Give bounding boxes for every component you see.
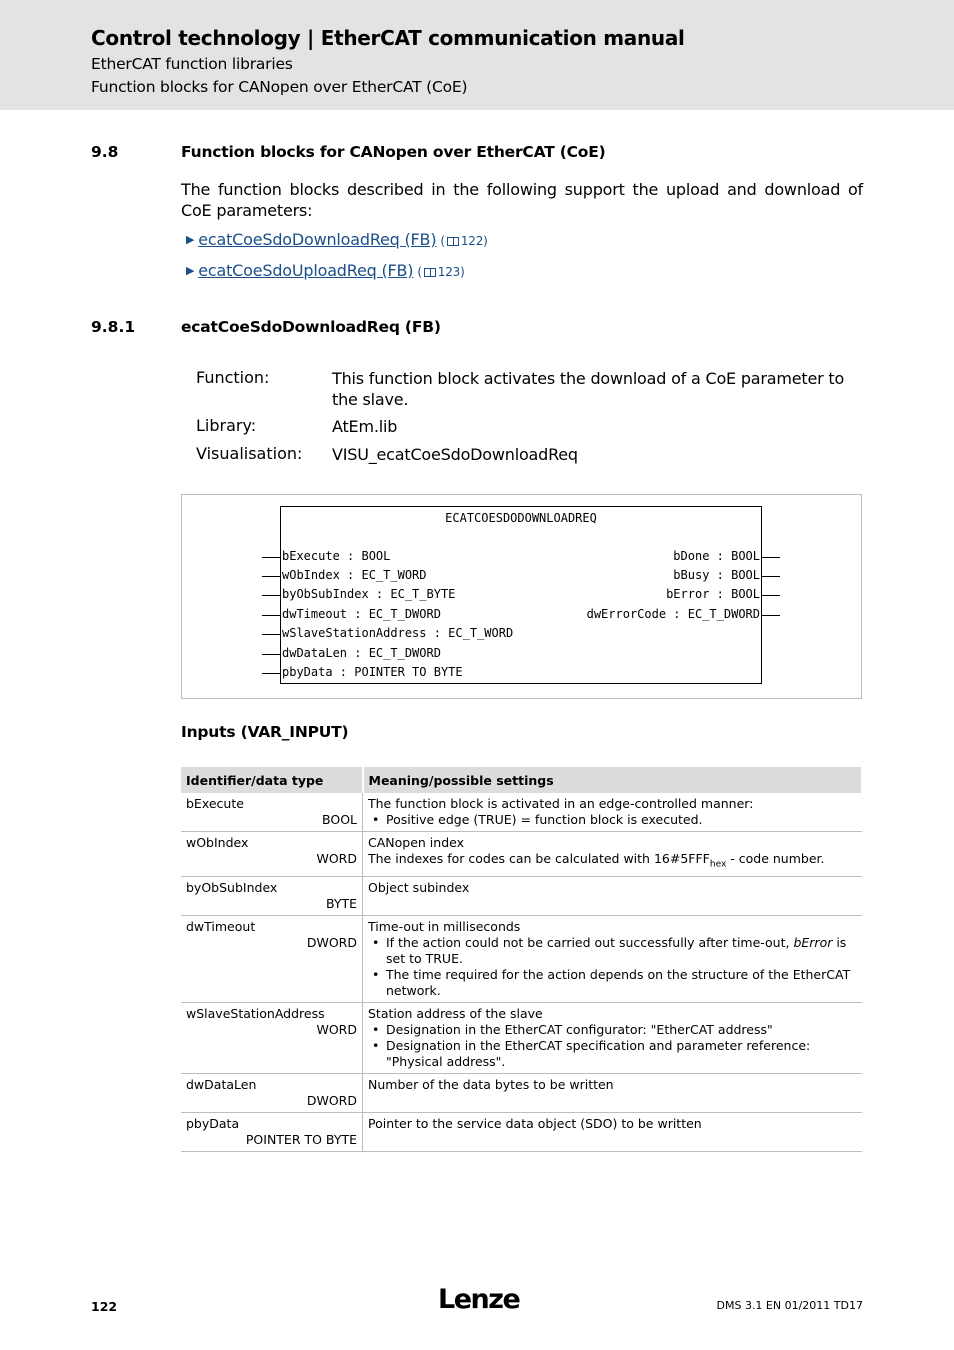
identifier: byObSubIndex — [186, 879, 278, 895]
function-label: Function: — [196, 368, 270, 387]
page-ref: 122 — [460, 234, 484, 248]
meaning: Station address of the slave — [368, 1005, 543, 1021]
data-type: DWORD — [306, 1092, 357, 1108]
intro-paragraph: The function blocks described in the following support the upload and download of CoE parameters: — [181, 180, 863, 220]
fb-input: dwDataLen : EC_T_DWORD — [282, 646, 441, 660]
visualisation-value: VISU_ecatCoeSdoDownloadReq — [332, 445, 578, 464]
data-type: POINTER TO BYTE — [245, 1131, 357, 1147]
function-value: This function block activates the download of a CoE parameter to the slave. — [332, 369, 845, 409]
input-pin — [262, 673, 280, 674]
chapter-title: EtherCAT function libraries — [91, 55, 293, 73]
fb-input: bExecute : BOOL — [282, 549, 391, 563]
identifier: bExecute — [186, 796, 244, 811]
fb-output: bDone : BOOL — [673, 549, 760, 563]
input-pin — [262, 576, 280, 577]
link-text[interactable]: ecatCoeSdoDownloadReq (FB) — [198, 230, 437, 249]
output-pin — [762, 615, 780, 616]
page-number: 122 — [91, 1299, 118, 1314]
identifier: wSlaveStationAddress — [186, 1005, 325, 1021]
meaning: CANopen index — [368, 835, 464, 850]
table-row — [181, 876, 862, 915]
meaning: Pointer to the service data object (SDO) to be written — [368, 1115, 702, 1131]
identifier: dwTimeout — [186, 918, 256, 934]
inputs-table — [181, 767, 863, 1152]
function-block-name: ECATCOESDODOWNLOADREQ — [445, 511, 597, 525]
fb-output: dwErrorCode : EC_T_DWORD — [586, 607, 760, 621]
bullet-item: • Designation in the EtherCAT specification and parameter reference: "Physical address". — [368, 1038, 857, 1070]
inputs-heading: Inputs (VAR_INPUT) — [181, 723, 349, 741]
meaning: Object subindex — [368, 879, 470, 895]
output-pin — [762, 576, 780, 577]
input-pin — [262, 634, 280, 635]
data-type: BYTE — [325, 895, 357, 911]
data-type: BOOL — [322, 812, 357, 827]
table-row — [181, 1073, 862, 1112]
manual-title: Control technology | EtherCAT communication manual — [91, 26, 685, 50]
data-type: WORD — [316, 851, 357, 866]
table-header — [181, 767, 862, 793]
column-header: Identifier/data type — [181, 767, 363, 793]
identifier: wObIndex — [186, 835, 249, 850]
table-row — [181, 832, 862, 877]
document-id: DMS 3.1 EN 01/2011 TD17 — [716, 1299, 863, 1312]
input-pin — [262, 557, 280, 558]
subsection-title: ecatCoeSdoDownloadReq (FB) — [181, 318, 441, 336]
lenze-logo: Lenze — [438, 1284, 520, 1315]
library-label: Library: — [196, 416, 257, 435]
fb-input: wObIndex : EC_T_WORD — [282, 568, 427, 582]
fb-input: dwTimeout : EC_T_DWORD — [282, 607, 441, 621]
page-header — [0, 0, 954, 110]
arrow-right-icon: ▶ — [186, 233, 195, 246]
link-upload-req[interactable]: ▶ ecatCoeSdoUploadReq (FB) ( 123) — [186, 261, 465, 280]
meaning: The function block is activated in an edge-controlled manner: — [368, 796, 754, 811]
table-row — [181, 1112, 862, 1151]
fb-output: bError : BOOL — [666, 587, 760, 601]
output-pin — [762, 557, 780, 558]
fb-input: wSlaveStationAddress : EC_T_WORD — [282, 626, 514, 640]
bullet-item: • The time required for the action depends on the structure of the EtherCAT network. — [368, 967, 857, 999]
table-row — [181, 915, 862, 1002]
arrow-right-icon: ▶ — [186, 264, 195, 277]
table-row — [181, 793, 862, 832]
table-row — [181, 1002, 862, 1073]
input-pin — [262, 654, 280, 655]
book-icon — [447, 237, 459, 246]
meaning: Number of the data bytes to be written — [368, 1076, 614, 1092]
section-number: 9.8 — [91, 143, 119, 161]
fb-output: bBusy : BOOL — [673, 568, 760, 582]
section-title: Function blocks for CANopen over EtherCAT (CoE) — [181, 143, 606, 161]
meaning-detail: The indexes for codes can be calculated with $16\#5FFF_{hex}$ - code number. — [368, 851, 825, 870]
subsection-number: 9.8.1 — [91, 318, 136, 336]
page-ref: 123 — [437, 265, 461, 279]
identifier: pbyData — [186, 1115, 240, 1131]
book-icon — [424, 268, 436, 277]
visualisation-label: Visualisation: — [196, 444, 303, 463]
output-pin — [762, 595, 780, 596]
bullet-item: • Positive edge (TRUE) = function block is executed. — [368, 812, 857, 828]
data-type: WORD — [316, 1021, 357, 1037]
library-value: AtEm.lib — [332, 417, 398, 436]
meaning: Time-out in milliseconds — [368, 918, 521, 934]
fb-input: pbyData : POINTER TO BYTE — [282, 665, 463, 679]
bullet-item: • If the action could not be carried out successfully after time-out, bError is set to TRUE. — [368, 935, 857, 967]
column-header: Meaning/possible settings — [363, 767, 863, 793]
identifier: dwDataLen — [186, 1076, 257, 1092]
link-text[interactable]: ecatCoeSdoUploadReq (FB) — [198, 261, 414, 280]
input-pin — [262, 595, 280, 596]
link-download-req[interactable]: ▶ ecatCoeSdoDownloadReq (FB) ( 122) — [186, 230, 488, 249]
fb-input: byObSubIndex : EC_T_BYTE — [282, 587, 456, 601]
data-type: DWORD — [306, 934, 357, 950]
input-pin — [262, 615, 280, 616]
section-header-title: Function blocks for CANopen over EtherCAT (CoE) — [91, 78, 468, 96]
bullet-item: • Designation in the EtherCAT configurator: "EtherCAT address" — [368, 1022, 857, 1038]
